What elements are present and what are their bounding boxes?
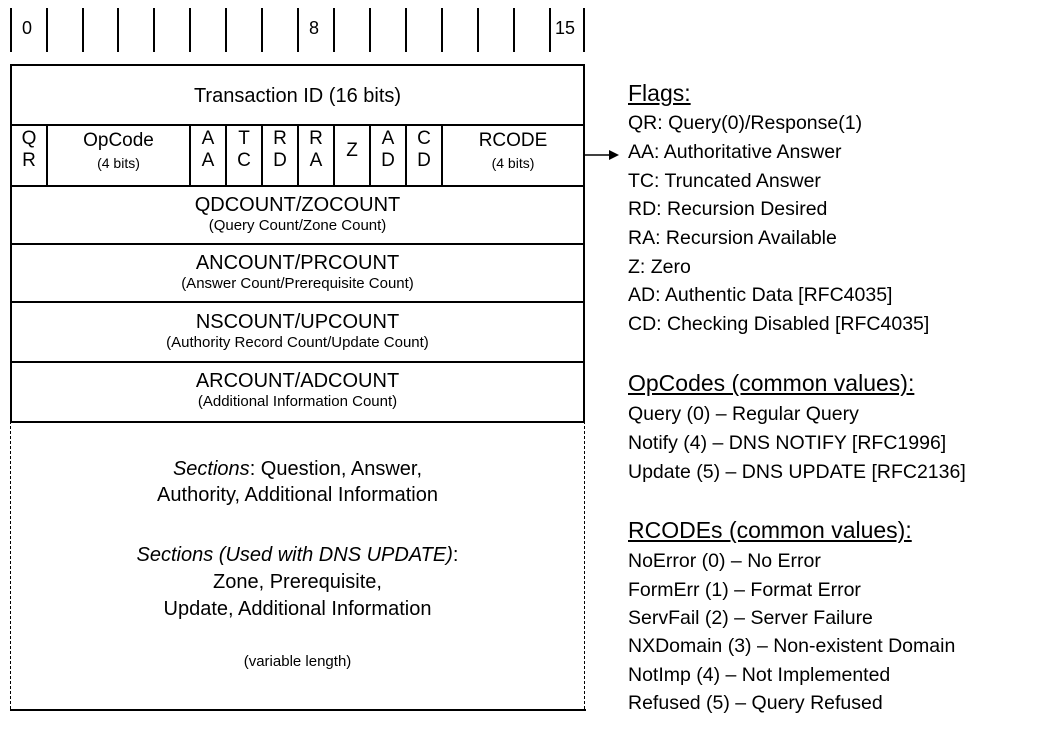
update-sections-colon: : (452, 544, 459, 566)
rcode-legend-item: NotImp (4) – Not Implemented (628, 664, 891, 686)
ruler-tick (189, 8, 191, 52)
ruler-tick (549, 8, 551, 52)
sections-list: : Question, Answer, (249, 458, 423, 480)
bit-ruler (10, 8, 585, 52)
flag-rd-bottom: D (273, 150, 287, 171)
qdcount-label: QDCOUNT/ZOCOUNT (194, 194, 401, 216)
opcode-label: OpCode (83, 130, 154, 151)
flag-cell-cd (407, 126, 443, 185)
ruler-tick (117, 8, 119, 52)
flag-tc-bottom: C (237, 150, 251, 171)
rcode-legend-item: NXDomain (3) – Non-existent Domain (628, 635, 956, 657)
flag-cell-aa (191, 126, 227, 185)
ruler-tick (513, 8, 515, 52)
ruler-tick (583, 8, 585, 52)
flag-cell-opcode (48, 126, 191, 185)
flags-row (12, 126, 583, 187)
flag-ra-bottom: A (309, 150, 323, 171)
ruler-tick (405, 8, 407, 52)
flag-ad-bottom: D (381, 150, 395, 171)
ruler-tick (477, 8, 479, 52)
qdcount-desc: (Query Count/Zone Count) (208, 217, 387, 234)
rcode-legend-item: Refused (5) – Query Refused (628, 692, 883, 714)
opcode-bits: (4 bits) (97, 155, 140, 171)
bit-number-0: 0 (22, 18, 33, 38)
ancount-desc: (Answer Count/Prerequisite Count) (181, 275, 414, 292)
bit-number-8: 8 (309, 18, 320, 38)
rcodes-legend-title: RCODEs (common values): (628, 517, 912, 543)
transaction-id-label: Transaction ID (16 bits) (193, 85, 402, 107)
qdcount-row (12, 187, 583, 245)
variable-length-label: (variable length) (243, 653, 352, 670)
flag-cell-qr (12, 126, 48, 185)
flag-aa-bottom: A (201, 150, 215, 171)
flag-qr-bottom: R (22, 150, 36, 171)
nscount-label: NSCOUNT/UPCOUNT (195, 311, 400, 333)
flag-ad-top: A (381, 128, 395, 149)
bit-number-15: 15 (555, 18, 576, 38)
nscount-row (12, 303, 583, 363)
flag-legend-item: AA: Authoritative Answer (628, 141, 842, 163)
flag-legend-item: RA: Recursion Available (628, 227, 837, 249)
flag-cell-ra (299, 126, 335, 185)
flag-rd-top: R (273, 128, 287, 149)
flag-z: Z (346, 140, 358, 161)
arcount-desc: (Additional Information Count) (197, 393, 398, 410)
ruler-tick (10, 8, 12, 52)
transaction-id-row (12, 66, 583, 126)
rcode-label: RCODE (478, 130, 548, 151)
sections-line1 (10, 457, 585, 482)
arcount-row (12, 363, 583, 421)
rcode-legend-item: NoError (0) – No Error (628, 550, 821, 572)
flag-aa-top: A (201, 128, 215, 149)
flag-cd-top: C (417, 128, 431, 149)
ruler-tick (225, 8, 227, 52)
update-sections-label: Sections (Used with DNS UPDATE) (136, 544, 453, 566)
opcode-legend-item: Update (5) – DNS UPDATE [RFC2136] (628, 461, 966, 483)
rcode-legend-item: ServFail (2) – Server Failure (628, 607, 873, 629)
update-sections-line2: Zone, Prerequisite, (213, 571, 382, 593)
sections-label: Sections (172, 458, 250, 480)
flag-cd-bottom: D (417, 150, 431, 171)
update-sections-line3: Update, Additional Information (163, 598, 432, 620)
flags-arrow (585, 145, 625, 165)
ruler-tick (82, 8, 84, 52)
rcode-legend-item: FormErr (1) – Format Error (628, 579, 861, 601)
flag-cell-z (335, 126, 371, 185)
ancount-label: ANCOUNT/PRCOUNT (195, 252, 400, 274)
opcode-legend-item: Notify (4) – DNS NOTIFY [RFC1996] (628, 432, 947, 454)
flag-legend-item: AD: Authentic Data [RFC4035] (628, 284, 893, 306)
ruler-tick (46, 8, 48, 52)
flag-qr-top: Q (21, 128, 37, 149)
flag-cell-rcode (443, 126, 583, 185)
flag-tc-top: T (238, 128, 250, 149)
ancount-row (12, 245, 583, 303)
arcount-label: ARCOUNT/ADCOUNT (195, 370, 400, 392)
flag-legend-item: CD: Checking Disabled [RFC4035] (628, 313, 930, 335)
rcode-bits: (4 bits) (491, 155, 535, 171)
update-sections-line1 (10, 543, 585, 568)
flag-cell-ad (371, 126, 407, 185)
flag-legend-item: TC: Truncated Answer (628, 170, 821, 192)
flag-cell-rd (263, 126, 299, 185)
flag-legend-item: RD: Recursion Desired (628, 198, 828, 220)
opcodes-legend-title: OpCodes (common values): (628, 370, 915, 396)
sections-line2: Authority, Additional Information (157, 484, 438, 506)
flags-legend-title: Flags: (628, 80, 691, 106)
dns-header-box (10, 64, 585, 423)
flag-legend-item: QR: Query(0)/Response(1) (628, 112, 863, 134)
sections-bottom-border (10, 709, 586, 711)
ruler-tick (333, 8, 335, 52)
flag-legend-item: Z: Zero (628, 256, 691, 278)
ruler-tick (297, 8, 299, 52)
flag-ra-top: R (309, 128, 323, 149)
ruler-tick (441, 8, 443, 52)
ruler-tick (153, 8, 155, 52)
flag-cell-tc (227, 126, 263, 185)
sections-area (10, 421, 585, 711)
opcode-legend-item: Query (0) – Regular Query (628, 403, 859, 425)
ruler-tick (369, 8, 371, 52)
ruler-tick (261, 8, 263, 52)
nscount-desc: (Authority Record Count/Update Count) (166, 334, 429, 351)
